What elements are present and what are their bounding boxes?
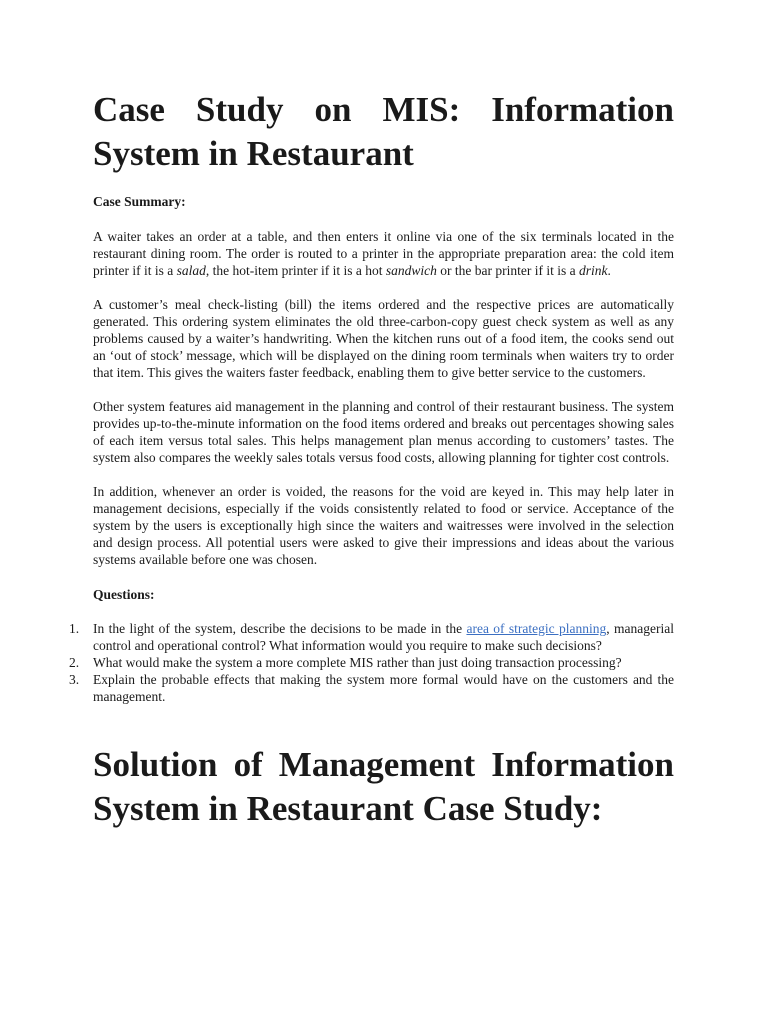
question-text: , managerial control and operational control? What information would you require to make such decisions? — [93, 621, 674, 653]
paragraph-voids-acceptance: In addition, whenever an order is voided, the reasons for the void are keyed in. This may help later in management decisions, especially if the voids consistently related to food or service. Acceptance of the system by the users is exceptionally high since the waiters and waitresses were involved in the selection and design process. All potential users were asked to give their impressions and ideas about the various systems available before one was chosen. — [93, 484, 674, 567]
paragraph-ordering — [93, 228, 674, 279]
list-number: 3. — [69, 672, 80, 687]
salad-term: salad — [176, 263, 206, 278]
question-text: In the light of the system, describe the decisions to be made in the — [93, 621, 467, 636]
solution-heading: Solution of Management Information System in Restaurant Case Study: — [93, 745, 674, 828]
paragraph-management-features: Other system features aid management in the planning and control of their restaurant business. The system provides up-to-the-minute information on the food items ordered and breaks out percentages showing sales of each item versus total sales. This helps management plan menus according to customers’ tastes. The system also compares the weekly sales totals versus food costs, allowing planning for tighter cost controls. — [93, 399, 674, 465]
list-item — [69, 654, 674, 671]
paragraph-text: A waiter takes an order at a table, and then enters it online via one of the six terminals located in the restaurant dining room. The order is routed to a printer in the appropriate preparation area: the cold item printer if it is a — [93, 229, 674, 278]
questions-label: Questions: — [93, 587, 155, 602]
drink-term: drink — [578, 263, 608, 278]
sandwich-term: sandwich — [385, 263, 437, 278]
strategic-planning-link[interactable]: area of strategic planning — [466, 621, 607, 636]
case-summary-label: Case Summary: — [93, 194, 186, 209]
questions-list — [69, 620, 674, 705]
paragraph-text: or the bar printer if it is a — [436, 263, 579, 278]
page-title: Case Study on MIS: Information System in Restaurant — [93, 90, 674, 173]
question-text: Explain the probable effects that making the system more formal would have on the customers and the management. — [93, 672, 674, 704]
question-text: What would make the system a more complete MIS rather than just doing transaction processing? — [93, 655, 622, 670]
list-item — [69, 620, 674, 654]
paragraph-text: , the hot-item printer if it is a hot — [205, 263, 386, 278]
list-number: 2. — [69, 655, 80, 670]
list-item — [69, 671, 674, 705]
document-page — [69, 84, 674, 831]
paragraph-billing: A customer’s meal check-listing (bill) the items ordered and the respective prices are automatically generated. This ordering system eliminates the old three-carbon-copy guest check system as well as any problems caused by a waiter’s handwriting. When the kitchen runs out of a food item, the cooks send out an ‘out of stock’ message, which will be displayed on the dining room terminals when waiters try to order that item. This gives the waiters faster feedback, enabling them to give better service to the customers. — [93, 297, 674, 380]
list-number: 1. — [69, 621, 80, 636]
paragraph-text: . — [607, 263, 611, 278]
